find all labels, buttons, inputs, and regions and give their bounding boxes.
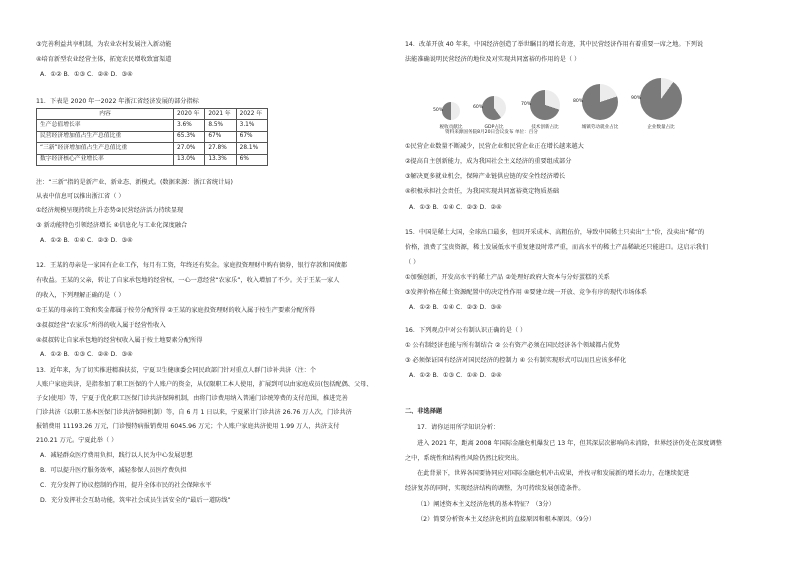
- question-13-line: 门诊共济（以职工基本医保门诊共济保障机制）等，自 6 月 1 日以来，宁夏累计门诊共济 26.76 万人次，门诊共济: [36, 409, 352, 416]
- table-cell: 27.0%: [174, 143, 205, 154]
- sub-question-1: （1）阐述资本主义经济危机的基本特征？（3分）: [417, 501, 555, 508]
- answer-options: A．①② B．①③ C．②④ D．③④: [40, 71, 133, 78]
- pie-slice: [482, 96, 506, 120]
- table-header-cell: 2021 年: [205, 109, 236, 120]
- pie-percent-label: 80%: [573, 99, 584, 104]
- table-header-cell: 2022 年: [236, 109, 267, 120]
- question-11-ask: 从表中信息可以推出浙江省（ ）: [36, 193, 125, 200]
- question-12-line: ④叔叔转让自家承包地的经营权收入属于按土地要素分配所得: [36, 337, 203, 344]
- question-17-line: 进入 2021 年，距离 2008 年国际金融危机爆发已 13 年，但其深层次影响尚未消除，世界经济仍处在深度调整: [417, 440, 722, 447]
- question-12-line: ③叔叔经营“农家乐”所得的收入属于经营性收入: [36, 322, 166, 329]
- table-row: [37, 154, 268, 165]
- table-cell: 67%: [205, 131, 236, 142]
- option-b: B．可以提升医疗服务效率，减轻参保人员医疗费负担: [40, 467, 187, 474]
- answer-options: A．①② B．①③ C．②④ D．③④: [40, 351, 133, 358]
- table-cell: 数字经济核心产业增长率: [37, 154, 174, 165]
- answer-options: A．①② B．①③ C．①④ D．②④: [409, 372, 502, 379]
- option-c: C．充分发挥了协议控制的作用，提升全体市民的社会保障水平: [40, 482, 212, 489]
- pie-label: 税收贡献比: [439, 124, 463, 130]
- pie-slice: [640, 78, 682, 120]
- question-13-line: 13．近年来，为了切实推进精准扶贫，宁夏卫生健康委会同民政部门针对重点人群门诊补共济（注：个: [36, 367, 317, 374]
- pie-slice: [530, 90, 560, 120]
- option-a: A．减轻群众医疗费用负担，践行以人民为中心发展思想: [40, 452, 193, 459]
- section-heading: 二、非选择题: [405, 408, 443, 415]
- pie-chart: [435, 102, 467, 130]
- table-cell: 13.3%: [205, 154, 236, 165]
- pie-slice: [582, 84, 618, 120]
- pie-label: 技术创新占比: [531, 124, 559, 130]
- pie-chart: [633, 78, 689, 130]
- option-d: D．充分发挥社会互助功能，筑牢社会成员生活安全的“最后一道防线”: [40, 497, 231, 504]
- table-note: 注：“三新”指的是新产业、新业态、新模式。(数据来源：浙江省统计局): [36, 179, 233, 186]
- question-13-line: 报销费用 11193.26 万元，门诊慢特病报销费用 6045.96 万元；个人账户家庭共济使用 1.99 万人，共济支付: [36, 423, 340, 430]
- table-cell: 27.8%: [205, 143, 236, 154]
- table-row: [37, 131, 268, 142]
- question-17-line: 之中，系统性和结构性风险仍然比较突出。: [405, 455, 523, 462]
- pie-chart: [575, 84, 625, 130]
- pie-percent-label: 90%: [631, 96, 642, 101]
- table-cell: 6%: [236, 154, 267, 165]
- pie-percent-label: 60%: [473, 105, 484, 110]
- option-line: ④积极承担社会责任，为我国实现共同富裕奠定物质基础: [405, 188, 560, 195]
- answer-options: A．①② B．①④ C．②③ D．③④: [409, 304, 502, 311]
- table-header-cell: 2020 年: [174, 109, 205, 120]
- table-cell: 67%: [236, 131, 267, 142]
- pie-label: GDP占比: [484, 124, 504, 130]
- question-14-line: 法能准确说明民营经济的地位及对实现共同富裕的作用的是（ ）: [405, 56, 581, 63]
- question-17-line: 经济复苏的同时，实现经济结构的调整，为可持续发展创造条件。: [405, 485, 585, 492]
- sub-question-2: （2）简要分析资本主义经济危机的直接原因和根本原因。（9分）: [417, 516, 596, 523]
- pie-slice: [442, 102, 460, 120]
- option-line: ②提高自主创新能力，成为我国社会主义经济的重要组成部分: [405, 158, 572, 165]
- pie-chart: [475, 96, 513, 130]
- table-cell: 8.5%: [205, 120, 236, 131]
- answer-options: A．①② B．①④ C．②③ D．③④: [40, 237, 133, 244]
- text-line: ③完善利益共享机制，为农业农村发展注入新动能: [36, 41, 172, 48]
- table-row: [37, 120, 268, 131]
- table-cell: 民营经济增加值占生产总值比重: [37, 131, 174, 142]
- pie-label: 城镇劳动就业占比: [581, 124, 619, 130]
- pie-source-note: 资料来源国务院8月20日会议发布 单位：百分: [445, 130, 538, 135]
- table-cell: 3.6%: [174, 120, 205, 131]
- table-cell: 3.1%: [236, 120, 267, 131]
- pie-percent-label: 50%: [433, 108, 444, 113]
- table-cell: “三新”经济增加值占生产总值比重: [37, 143, 174, 154]
- question-11-stem: 11．下表是 2020 年一2022 年浙江省经济发展的部分指标: [36, 98, 199, 105]
- option-line: ①经济规模呈现持续上升态势②民营经济活力持续显现: [36, 207, 184, 214]
- question-12-line: 的收入，下列理解正确的是（ ）: [36, 292, 125, 299]
- question-12-line: 12．王某的母亲是一家国有企业工作，每月有工资，年终还有奖金。家庭投资理财中购有债券，银行存款和国债都: [36, 262, 348, 269]
- option-line: ①加强创新，开发高水平的稀土产品 ②处理好政府大资本与分好蛋糕的关系: [405, 274, 610, 281]
- question-15-line: 价格，浪费了宝贵资源，稀土发展低水平重复建设时常严重，而高水平的稀土产品稀缺还只能进口。这启示我们: [405, 244, 709, 251]
- table-header-row: [37, 109, 268, 120]
- pie-percent-label: 70%: [521, 102, 532, 107]
- question-13-line: 子女)使用）等，宁夏于优化职工医保门诊共济保障机制，由将门诊费用纳入普通门诊统筹费的支付范围，推进完善: [36, 395, 348, 402]
- pie-chart-row: [435, 70, 735, 135]
- table-cell: 生产总值增长率: [37, 120, 174, 131]
- option-line: ③ 必须保证国有经济对国民经济的控制力 ④ 公有制实现形式可以而且应该多样化: [405, 357, 627, 364]
- pie-label: 企业数量占比: [647, 124, 675, 130]
- question-15-line: 15．中国是稀土大国，全球出口最多，但因开采成本、高粗伍价，导致中国稀土只卖出“土”价，没卖出“稀”的: [405, 229, 705, 236]
- option-line: ① 公有制经济也能与所有制结合 ② 公有资产必须在国民经济各个领域都占优势: [405, 342, 620, 349]
- table-cell: 28.1%: [236, 143, 267, 154]
- option-line: ③解决更多就业机会，保障产业链供应链的安全性经济增长: [405, 173, 566, 180]
- question-13-line: 210.21 万元。宁夏此举（ ）: [36, 437, 118, 444]
- table-row: [37, 143, 268, 154]
- text-line: ④培育新型农业经营主体，拓宽农民增收致富渠道: [36, 56, 172, 63]
- table-cell: 13.0%: [174, 154, 205, 165]
- option-line: ③ 新动能特色引领经济增长 ④信息化与工业化深度融合: [36, 222, 188, 229]
- question-16-line: 16．下列观点中对公有制认识正确的是（ ）: [405, 327, 527, 334]
- pie-chart: [523, 90, 567, 130]
- question-17-line: 17．请你运用所学知识分析：: [417, 424, 500, 431]
- question-12-line: 有收益。王某的父亲，转让了自家承包地的经营权，一心一意经营“农家乐”，收入增加了不少。关于王某一家人: [36, 277, 340, 284]
- table-header-cell: 内容: [37, 109, 174, 120]
- option-line: ③发挥价格在稀土资源配置中的决定性作用 ④要建立统一开放、竞争有序的现代市场体系: [405, 289, 647, 296]
- question-15-line: （ ）: [405, 259, 420, 266]
- question-12-line: ①王某的母亲的工资和奖金都属于按劳分配所得 ②王某的家庭投资理财的收入属于按生产要素分配所得: [36, 307, 316, 314]
- question-17-line: 在此背景下，世界各国要协同应对国际金融危机冲击成果，并找寻和发展新的增长动力，在继续促进: [417, 470, 690, 477]
- option-line: ①民营企业数量不断减少，民营企业和民营企业正在增长越来越大: [405, 143, 584, 150]
- indicator-table: [36, 108, 268, 166]
- question-14-line: 14．改革开放 40 年来，中国经济创造了举世瞩目的增长奇迹，其中民营经济作用有着重要一席之地。下列说: [405, 41, 704, 48]
- answer-options: A．①③ B．①④ C．②③ D．②④: [409, 204, 502, 211]
- table-cell: 65.3%: [174, 131, 205, 142]
- question-13-line: 人账户家庭共济，是指参加了职工医保的个人账户的资金，从仅限职工本人使用，扩展到可以由家庭成员(包括配偶、父母、: [36, 381, 373, 388]
